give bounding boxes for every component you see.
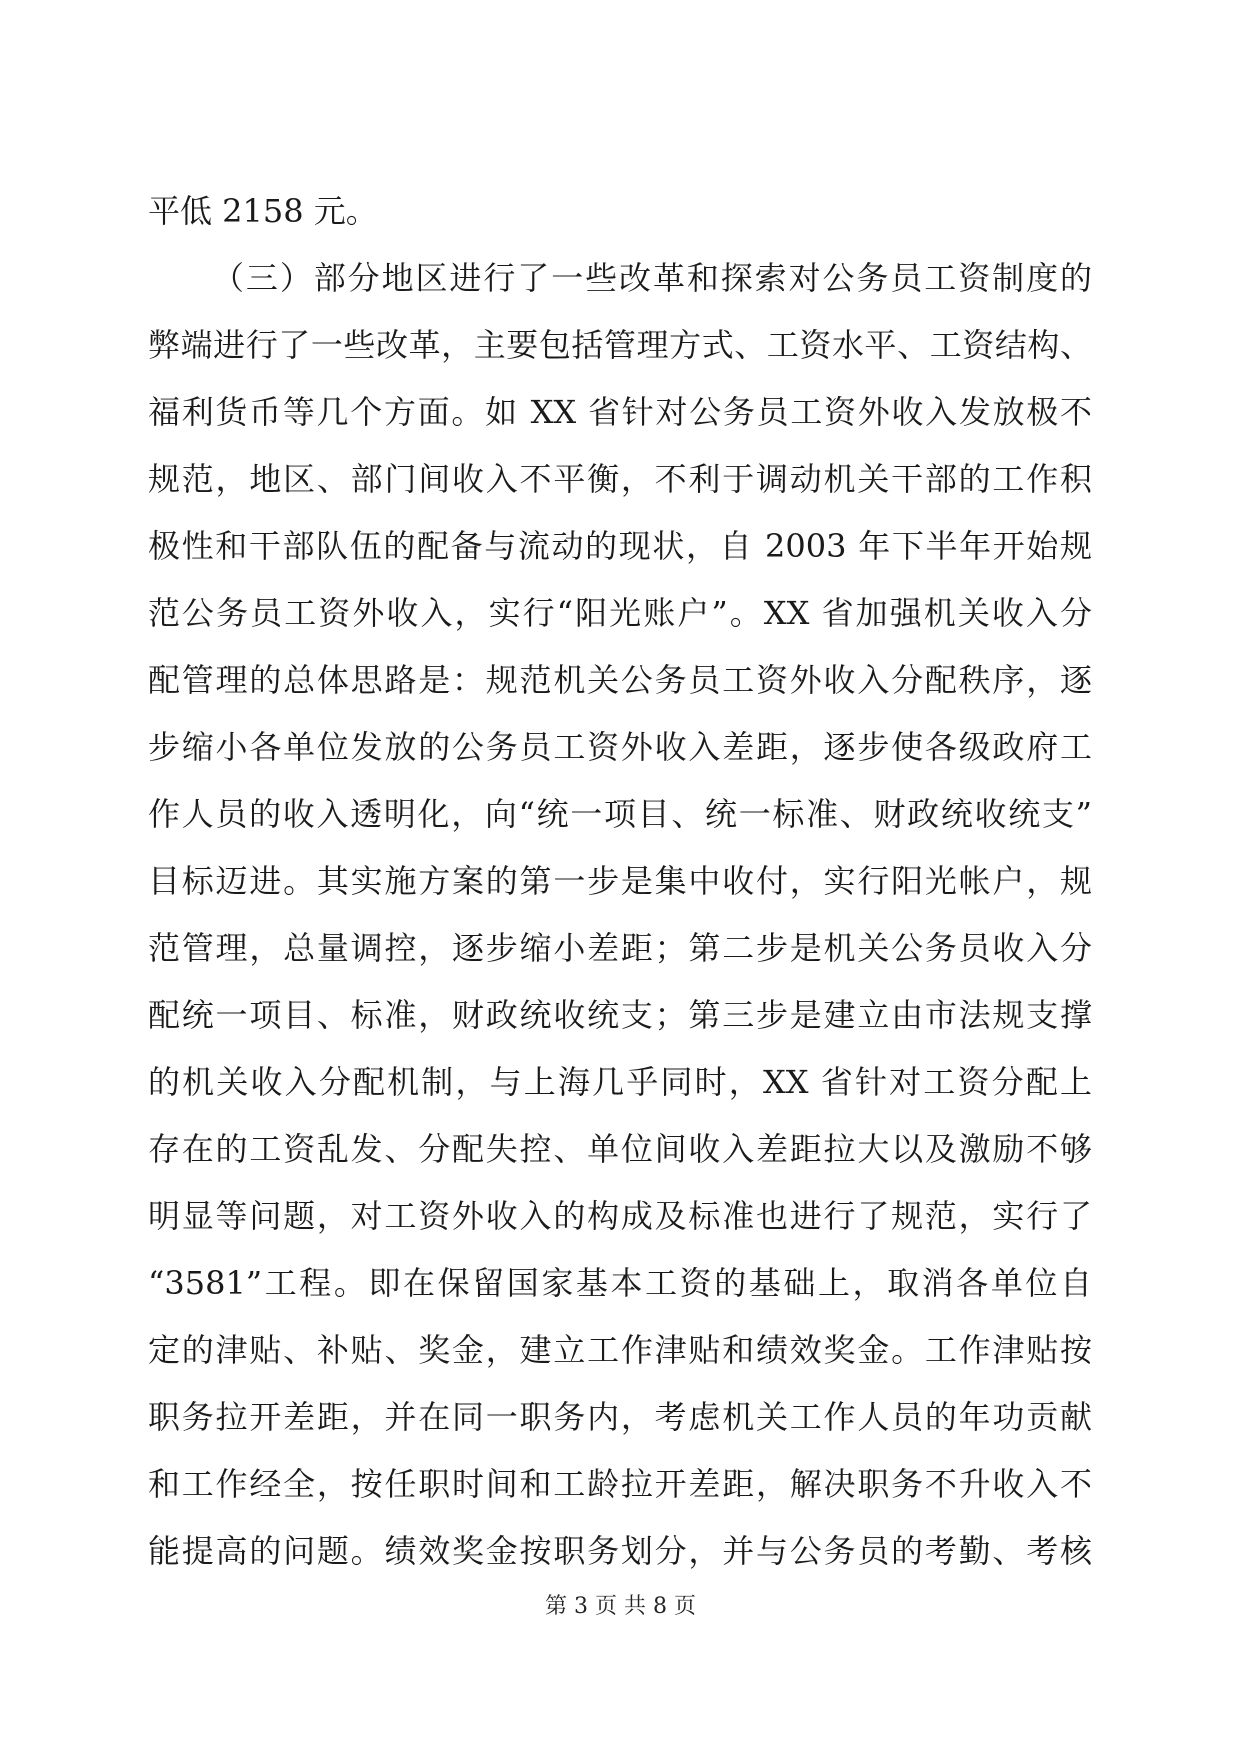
- text-line-13: 配统一项目、标准，财政统收统支；第三步是建立由市法规支撑: [148, 996, 1092, 1034]
- text-line-4: 福利货币等几个方面。如 XX 省针对公务员工资外收入发放极不: [148, 393, 1092, 431]
- text-line-2: （三）部分地区进行了一些改革和探索对公务员工资制度的: [212, 259, 1092, 297]
- text-line-8: 配管理的总体思路是：规范机关公务员工资外收入分配秩序，逐: [148, 661, 1092, 699]
- text-line-7: 范公务员工资外收入，实行“阳光账户”。XX 省加强机关收入分: [148, 594, 1092, 632]
- text-line-21: 能提高的问题。绩效奖金按职务划分，并与公务员的考勤、考核: [148, 1532, 1092, 1570]
- text-line-9: 步缩小各单位发放的公务员工资外收入差距，逐步使各级政府工: [148, 728, 1092, 766]
- text-line-16: 明显等问题，对工资外收入的构成及标准也进行了规范，实行了: [148, 1197, 1092, 1235]
- text-line-15: 存在的工资乱发、分配失控、单位间收入差距拉大以及激励不够: [148, 1130, 1092, 1168]
- text-line-20: 和工作经全，按任职时间和工龄拉开差距，解决职务不升收入不: [148, 1465, 1092, 1503]
- text-line-12: 范管理，总量调控，逐步缩小差距；第二步是机关公务员收入分: [148, 929, 1092, 967]
- text-line-5: 规范，地区、部门间收入不平衡，不利于调动机关干部的工作积: [148, 460, 1092, 498]
- text-line-14: 的机关收入分配机制，与上海几乎同时，XX 省针对工资分配上: [148, 1063, 1092, 1101]
- text-line-10: 作人员的收入透明化，向“统一项目、统一标准、财政统收统支”: [148, 795, 1092, 833]
- text-line-19: 职务拉开差距，并在同一职务内，考虑机关工作人员的年功贡献: [148, 1398, 1092, 1436]
- text-line-3: 弊端进行了一些改革，主要包括管理方式、工资水平、工资结构、: [148, 326, 1092, 364]
- text-line-17: “3581”工程。即在保留国家基本工资的基础上，取消各单位自: [148, 1264, 1092, 1302]
- text-line-1: 平低 2158 元。: [148, 192, 378, 230]
- text-line-18: 定的津贴、补贴、奖金，建立工作津贴和绩效奖金。工作津贴按: [148, 1331, 1092, 1369]
- text-line-6: 极性和干部队伍的配备与流动的现状，自 2003 年下半年开始规: [148, 527, 1092, 565]
- text-line-11: 目标迈进。其实施方案的第一步是集中收付，实行阳光帐户，规: [148, 862, 1092, 900]
- page-number-footer: 第 3 页 共 8 页: [545, 1594, 696, 1619]
